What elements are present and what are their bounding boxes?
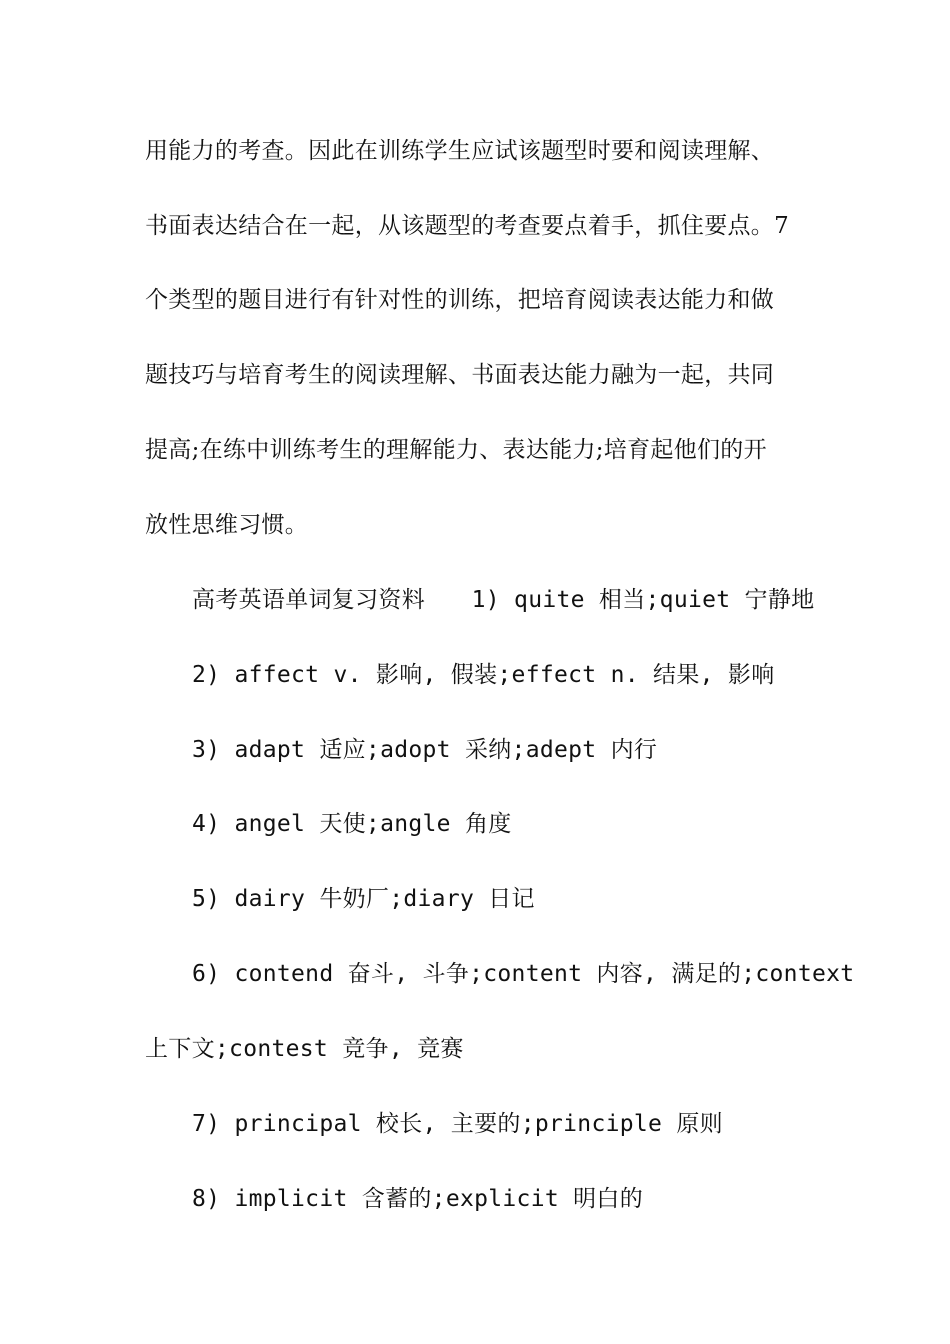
vocab-item: 7) principal 校长, 主要的;principle 原则 [192, 1111, 723, 1137]
vocab-item: 2) affect v. 影响, 假装;effect n. 结果, 影响 [192, 662, 775, 688]
vocab-item: 6) contend 奋斗, 斗争;content 内容, 满足的;context [192, 961, 855, 987]
vocab-item-continuation: 上下文;contest 竞争, 竞赛 [145, 1036, 464, 1062]
vocab-item: 8) implicit 含蓄的;explicit 明白的 [192, 1186, 644, 1212]
body-text-line: 提高;在练中训练考生的理解能力、表达能力;培育起他们的开 [145, 437, 767, 463]
body-text-line: 放性思维习惯。 [145, 512, 309, 538]
body-text-line: 书面表达结合在一起，从该题型的考查要点着手，抓住要点。7 [145, 213, 790, 239]
vocab-item: 3) adapt 适应;adopt 采纳;adept 内行 [192, 737, 658, 763]
vocab-heading-line: 高考英语单词复习资料 1) quite 相当;quiet 宁静地 [192, 587, 815, 613]
body-text-line: 用能力的考查。因此在训练学生应试该题型时要和阅读理解、 [145, 138, 775, 164]
body-text-line: 题技巧与培育考生的阅读理解、书面表达能力融为一起，共同 [145, 362, 775, 388]
vocab-item: 4) angel 天使;angle 角度 [192, 811, 512, 837]
body-text-line: 个类型的题目进行有针对性的训练，把培育阅读表达能力和做 [145, 287, 775, 313]
vocab-item: 5) dairy 牛奶厂;diary 日记 [192, 886, 535, 912]
